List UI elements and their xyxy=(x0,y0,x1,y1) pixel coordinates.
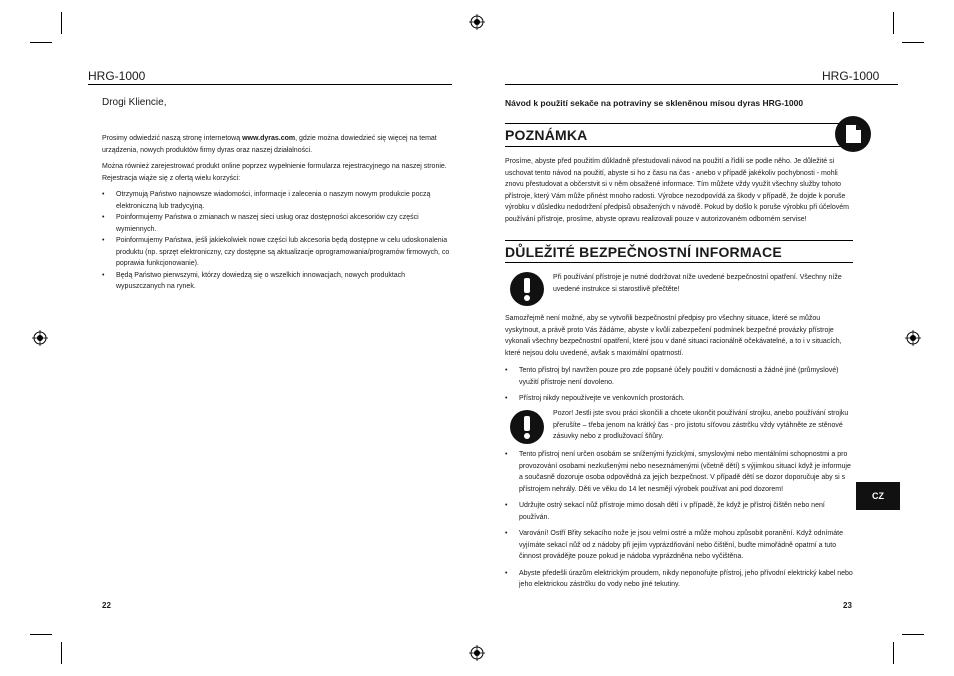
document-icon xyxy=(835,116,871,152)
safety-list-a xyxy=(505,365,853,405)
list-item: • Udržujte ostrý sekací nůž přístroje mimo dosah dětí i v případě, že když je přístroj čištěn nebo není používán. xyxy=(505,500,853,523)
exclamation-icon xyxy=(510,410,544,444)
crop-mark xyxy=(893,642,894,664)
safety-list-b xyxy=(505,449,853,591)
list-item: • Otrzymują Państwo najnowsze wiadomości, informacje i zalecenia o naszym nowym produkcie począ elektroniczną lub tradycyjną. xyxy=(102,189,452,212)
left-header-rule xyxy=(88,84,452,85)
section-rule xyxy=(505,262,853,263)
safety-intro: Samozřejmě není možné, aby se vytvořili bezpečnostní předpisy pro všechny situace, které se můžou vyskytnout, a právě proto Vás žádáme, abyste v kvůli zabezpečení podmínek bezpečné provázky přístroje vykonali všechny bezpečnostní opatření, které jsou v dané situaci racionálně očekávatelné, a to i v situacích, které nejsou dolu uvedené, avšak s maximální opatrností. xyxy=(505,315,842,357)
list-item: • Přístroj nikdy nepoužívejte ve venkovních prostorách. xyxy=(505,393,853,405)
language-tab: CZ xyxy=(856,482,900,510)
exclamation-icon xyxy=(510,410,544,444)
greeting: Drogi Kliencie, xyxy=(102,97,167,108)
list-item: • Abyste předešli úrazům elektrickým proudem, nikdy neponořujte přístroj, jeho přívodní elektrický kabel nebo jeho elektrickou zástrčku do vody nebo jiné tekutiny. xyxy=(505,568,853,591)
website-link[interactable]: www.dyras.com xyxy=(242,135,296,142)
left-page-number: 22 xyxy=(102,601,111,610)
list-item: • Poinformujemy Państwa o zmianach w naszej sieci usług oraz dostępności akcesoriów czy części wymiennych. xyxy=(102,212,452,235)
crop-mark xyxy=(902,42,924,43)
section-rule xyxy=(505,146,853,147)
registration-mark-icon xyxy=(469,14,485,30)
list-item: • Poinformujemy Państwa, jeśli jakiekolwiek nowe części lub akcesoria będą dostępne w celu udoskonalenia produktu (np. sprzęt elektroniczny, czy dostępne są aktualizacje oprogramowania/programów firmowych, co poprawia funkcjonowanie). xyxy=(102,235,452,270)
document-title: Návod k použití sekače na potraviny se skleněnou mísou dyras HRG-1000 xyxy=(505,98,804,108)
crop-mark xyxy=(61,12,62,34)
list-item: • Varování! Ostří Břity sekacího nože je jsou velmi ostré a může mohou způsobit poranění. Když odnímáte vyjímáte sekací nůž od z nádoby při jejím vyprázdňování nebo čištění, buďte mimořádně opatrní a tuto činnost provádějte pouze pokud je nádoba vyprázdněna nebo vyčištěna. xyxy=(505,528,853,563)
exclamation-icon xyxy=(510,272,544,306)
right-model-label: HRG-1000 xyxy=(822,69,880,83)
registration-mark-icon xyxy=(905,330,921,346)
crop-mark xyxy=(30,634,52,635)
registration-mark-icon xyxy=(32,330,48,346)
note-text: Prosíme, abyste před použitím důkladně přestudovali návod na použití a řídili se podle něho. Je důležité si uschovat tento návod na použití, abyste si ho z času na čas - anebo v případě jakékoliv pochybnosti - mohli znovu přestudovat a občerstvit si v něm obsažené informace. Tím můžete vždy využít všechny služby tohoto přístroje, který Vám může přinést mnoho radosti. Výrobce nezodpovídá za škody v případě, že dojde k poruše výrobku v důsledku nedodržení předpisů obsažených v návodě. Pokud by došlo k poruše výrobku při účelovém používání přístroje, prosíme, abyste opravu realizovali pouze v autorizovaném odborném servise! xyxy=(505,158,849,223)
crop-mark xyxy=(902,634,924,635)
section-rule xyxy=(505,240,853,241)
left-body xyxy=(102,133,452,293)
right-header-rule xyxy=(505,84,898,85)
safety-heading: DŮLEŽITÉ BEZPEČNOSTNÍ INFORMACE xyxy=(505,244,782,260)
warning-text-2: Pozor! Jestli jste svou práci skončili a chcete ukončit používání strojku, anebo používání strojku přerušíte – třeba jenom na krátký čas - pro jistotu síťovou zástrčku vždy vytáhněte ze stěnové zásuvky nebo z prodlužovací šňůry. xyxy=(553,410,849,440)
benefits-list xyxy=(102,189,452,293)
crop-mark xyxy=(30,42,52,43)
right-page-number: 23 xyxy=(843,601,852,610)
document-icon xyxy=(835,116,871,152)
list-item: • Tento přístroj byl navržen pouze pro zde popsané účely použití v domácnosti a žádné jiné (průmyslové) využití přístroje není dovoleno. xyxy=(505,365,853,388)
left-model-label: HRG-1000 xyxy=(88,69,146,83)
crop-mark xyxy=(61,642,62,664)
intro-paragraph: Prosimy odwiedzić naszą stronę internetową www.dyras.com, gdzie można dowiedzieć się więcej na temat urządzenia, nowych produktów firmy dyras oraz naszej działalności. xyxy=(102,135,437,154)
crop-mark xyxy=(893,12,894,34)
list-item: • Tento přístroj není určen osobám se sníženými fyzickými, smyslovými nebo mentálními schopnostmi a pro provozování osobami nezkušenými nebo neseznámenými (včetně dětí) s výjimkou situací když je informuje a současně dozoruje osoba odpovědná za jejich bezpečnost. V případě dětí se dozor doporučuje aby si s přístrojem nehrály. Děti ve věku do 14 let nesmějí výrobek používat ani pod dozorem! xyxy=(505,449,853,495)
warning-text-1: Při používání přístroje je nutné dodržovat níže uvedené bezpečnostní opatření. Všechny níže uvedené instrukce si starostlivě přečtěte! xyxy=(553,274,842,293)
registration-paragraph: Można również zarejestrować produkt online poprzez wypełnienie formularza rejestracyjnego na naszej stronie. Rejestracja wiąże się z ofertą wielu korzyści: xyxy=(102,163,447,182)
note-heading: POZNÁMKA xyxy=(505,127,588,143)
list-item: • Będą Państwo pierwszymi, którzy dowiedzą się o wszelkich innowacjach, nowych produktach wypuszczanych na rynek. xyxy=(102,270,452,293)
section-rule xyxy=(505,123,853,124)
exclamation-icon xyxy=(510,272,544,306)
registration-mark-icon xyxy=(469,645,485,661)
